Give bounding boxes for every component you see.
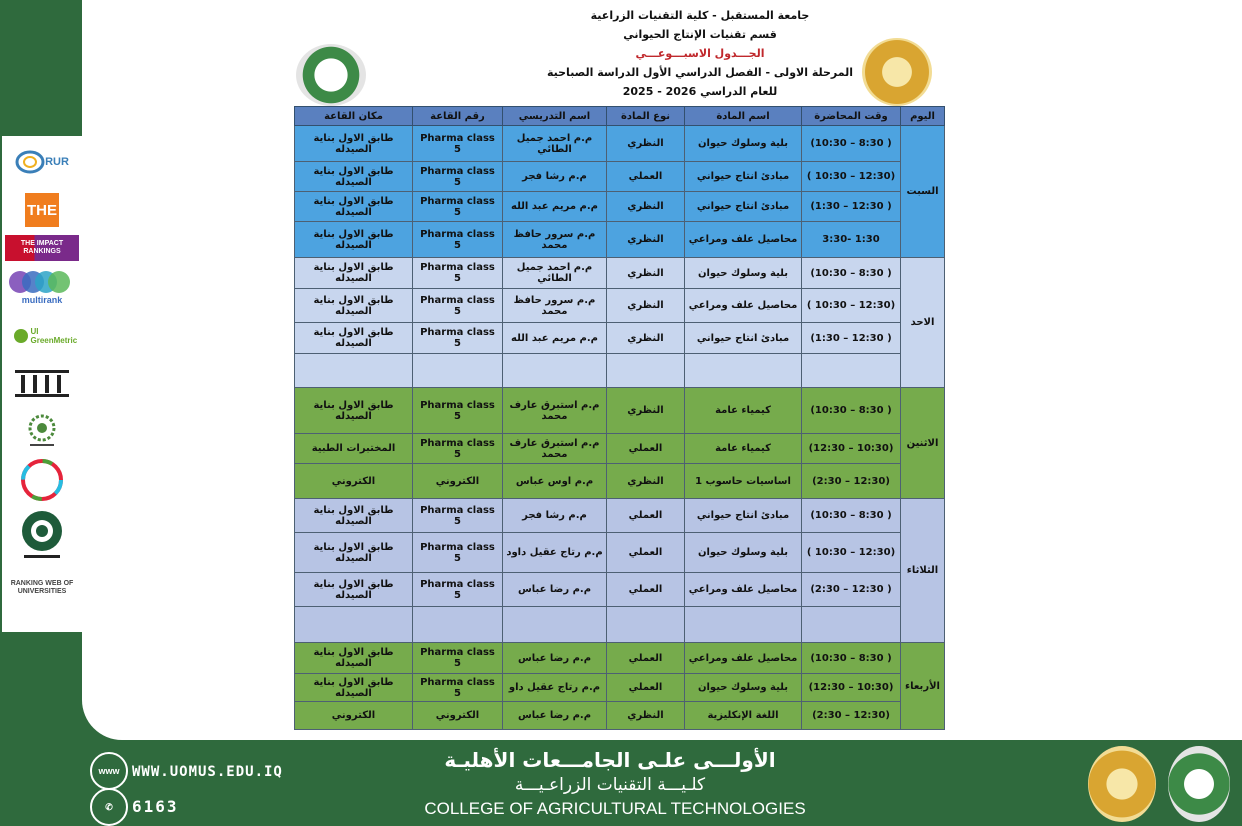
cell-teacher: م.م مريم عبد الله [503, 323, 607, 354]
table-row [295, 573, 945, 607]
table-row [295, 533, 945, 573]
weekly-schedule-title: الجـــدول الاسبـــوعـــي [635, 47, 765, 60]
cell-place: طابق الاول بناية الصيدله [295, 192, 413, 222]
multirank-label: multirank [21, 295, 63, 305]
cell-time: (12:30 – 10:30 ) [802, 162, 901, 192]
column-header-room: رقم القاعة [413, 107, 503, 126]
cell-room: Pharma class 5 [413, 674, 503, 702]
cell-type: العملي [607, 499, 685, 533]
cell-subject: محاصيل علف ومراعي [685, 643, 802, 674]
the-impact-label: THE IMPACT RANKINGS [5, 235, 79, 261]
cell-teacher [503, 607, 607, 643]
webometrics-label: RANKING WEB OF UNIVERSITIES [10, 580, 74, 595]
cell-place [295, 607, 413, 643]
cell-subject: كيمياء عامة [685, 434, 802, 464]
column-header-subject: اسم المادة [685, 107, 802, 126]
cell-type: النظري [607, 126, 685, 162]
column-header-time: وقت المحاضرة [802, 107, 901, 126]
cell-type: النظري [607, 323, 685, 354]
cell-type [607, 354, 685, 388]
cell-room: Pharma class 5 [413, 573, 503, 607]
cell-place: طابق الاول بناية الصيدله [295, 323, 413, 354]
cell-teacher: م.م احمد جميل الطائي [503, 126, 607, 162]
cell-subject: مبادئ انتاج حيواني [685, 162, 802, 192]
column-header-day: اليوم [901, 107, 945, 126]
cell-subject: اللغة الإنكليزية [685, 702, 802, 730]
cell-room: Pharma class 5 [413, 258, 503, 289]
cell-subject: محاصيل علف ومراعي [685, 573, 802, 607]
cell-place [295, 354, 413, 388]
cell-subject: كيمياء عامة [685, 388, 802, 434]
footer-college-arabic: كلـيـــة التقنيات الزراعـيـــة [514, 775, 706, 795]
department-title: قسم تقنيات الإنتاج الحيواني [623, 28, 777, 41]
cell-teacher: م.م رضا عباس [503, 702, 607, 730]
arab-universities-logo-icon[interactable] [5, 404, 79, 456]
day-cell: الاثنين [901, 388, 945, 499]
cell-time: (10:30 – 12:30) [802, 674, 901, 702]
website-link[interactable]: WWW.UOMUS.EDU.IQ [132, 764, 283, 780]
university-college-title: جامعة المستقبل - كلية التقنيات الزراعية [590, 9, 810, 22]
cell-teacher: م.م رتاج عقيل داو [503, 674, 607, 702]
cell-type: النظري [607, 388, 685, 434]
cell-subject: بلية وسلوك حيوان [685, 126, 802, 162]
rur-label: RUR [45, 156, 69, 168]
cell-time: ( 8:30 – 10:30) [802, 499, 901, 533]
schedule-table [294, 106, 945, 730]
cell-room: Pharma class 5 [413, 643, 503, 674]
cell-time: (12:30 – 10:30 ) [802, 533, 901, 573]
table-row [295, 162, 945, 192]
phone-number[interactable]: 6163 [132, 797, 179, 816]
cell-time: ( 12:30 – 1:30) [802, 323, 901, 354]
table-row [295, 464, 945, 499]
rur-logo-icon[interactable] [5, 136, 79, 188]
cell-teacher: م.م استبرق عارف محمد [503, 388, 607, 434]
cell-room: Pharma class 5 [413, 434, 503, 464]
cell-time: 1:30 -3:30 [802, 222, 901, 258]
table-row [295, 702, 945, 730]
cell-subject: بلية وسلوك حيوان [685, 533, 802, 573]
cell-subject [685, 354, 802, 388]
footer-college-english: COLLEGE OF AGRICULTURAL TECHNOLOGIES [424, 799, 806, 818]
cell-time: ( 8:30 – 10:30) [802, 258, 901, 289]
table-row [295, 607, 945, 643]
cell-teacher: م.م استبرق عارف محمد [503, 434, 607, 464]
cell-room [413, 607, 503, 643]
www-icon: www [90, 752, 128, 790]
cell-type: النظري [607, 222, 685, 258]
cell-room: الكتروني [413, 464, 503, 499]
day-cell: الثلاثاء [901, 499, 945, 643]
cell-subject: محاصيل علف ومراعي [685, 289, 802, 323]
cell-time [802, 607, 901, 643]
arab-engineers-logo-icon[interactable] [5, 504, 79, 568]
cell-subject: مبادئ انتاج حيواني [685, 192, 802, 222]
cell-room: Pharma class 5 [413, 533, 503, 573]
sdg-goals-logo-icon[interactable] [5, 456, 79, 504]
cell-room: Pharma class 5 [413, 126, 503, 162]
table-row [295, 674, 945, 702]
cell-place: طابق الاول بناية الصيدله [295, 388, 413, 434]
greenmetric-logo-icon[interactable] [5, 310, 79, 362]
cell-subject: محاصيل علف ومراعي [685, 222, 802, 258]
cell-subject: بلية وسلوك حيوان [685, 674, 802, 702]
cell-teacher: م.م رتاج عقيل داود [503, 533, 607, 573]
cell-type: العملي [607, 162, 685, 192]
cell-room: Pharma class 5 [413, 499, 503, 533]
cell-type: النظري [607, 464, 685, 499]
cell-room [413, 354, 503, 388]
cell-room: Pharma class 5 [413, 323, 503, 354]
institution-columns-icon[interactable] [5, 362, 79, 404]
cell-type: النظري [607, 702, 685, 730]
day-cell: الاحد [901, 258, 945, 388]
cell-type: العملي [607, 434, 685, 464]
cell-place: طابق الاول بناية الصيدله [295, 222, 413, 258]
cell-type: النظري [607, 289, 685, 323]
cell-time: (12:30 – 10:30 ) [802, 289, 901, 323]
cell-teacher: م.م رضا عباس [503, 573, 607, 607]
cell-teacher [503, 354, 607, 388]
cell-place: الكتروني [295, 464, 413, 499]
table-row [295, 258, 945, 289]
cell-place: طابق الاول بناية الصيدله [295, 499, 413, 533]
table-header-row [295, 107, 945, 126]
phone-icon: ✆ [90, 788, 128, 826]
multirank-logo-icon[interactable] [5, 264, 79, 310]
table-row [295, 222, 945, 258]
day-cell: الأربعاء [901, 643, 945, 730]
column-header-type: نوع المادة [607, 107, 685, 126]
cell-place: المختبرات الطبية [295, 434, 413, 464]
footer-bar [0, 740, 1242, 825]
cell-room: Pharma class 5 [413, 192, 503, 222]
greenmetric-label: UI GreenMetric [30, 327, 78, 345]
cell-type: النظري [607, 192, 685, 222]
cell-type: العملي [607, 573, 685, 607]
cell-time: ( 12:30 – 1:30) [802, 192, 901, 222]
cell-subject: بلية وسلوك حيوان [685, 258, 802, 289]
table-row [295, 434, 945, 464]
cell-teacher: م.م مريم عبد الله [503, 192, 607, 222]
cell-teacher: م.م رشا فجر [503, 499, 607, 533]
footer-gold-logo [1088, 746, 1156, 822]
document-header [400, 6, 1000, 101]
cell-time: ( 8:30 – 10:30) [802, 126, 901, 162]
cell-room: Pharma class 5 [413, 289, 503, 323]
academic-year-title: للعام الدراسي 2026 - 2025 [622, 85, 778, 98]
cell-place: طابق الاول بناية الصيدله [295, 533, 413, 573]
footer-slogan: الأولـــى علـى الجامـــعات الأهليـة [444, 748, 776, 772]
footer-green-logo [1168, 746, 1230, 822]
cell-teacher: م.م اوس عباس [503, 464, 607, 499]
table-row [295, 126, 945, 162]
cell-time: ( 8:30 – 10:30) [802, 643, 901, 674]
cell-type: العملي [607, 643, 685, 674]
cell-place: الكتروني [295, 702, 413, 730]
cell-time: ( 8:30 – 10:30) [802, 388, 901, 434]
table-row [295, 323, 945, 354]
cell-type: النظري [607, 258, 685, 289]
cell-time: (12:30 – 2:30) [802, 464, 901, 499]
day-cell: السبت [901, 126, 945, 258]
cell-place: طابق الاول بناية الصيدله [295, 126, 413, 162]
cell-place: طابق الاول بناية الصيدله [295, 258, 413, 289]
column-header-place: مكان القاعة [295, 107, 413, 126]
cell-time: (10:30 – 12:30) [802, 434, 901, 464]
rankings-sidebar [2, 136, 82, 632]
cell-place: طابق الاول بناية الصيدله [295, 162, 413, 192]
cell-teacher: م.م سرور حافظ محمد [503, 222, 607, 258]
cell-subject: مبادئ انتاج حيواني [685, 499, 802, 533]
cell-teacher: م.م احمد جميل الطائي [503, 258, 607, 289]
table-row [295, 192, 945, 222]
the-impact-logo-icon[interactable] [5, 232, 79, 264]
cell-room: Pharma class 5 [413, 222, 503, 258]
column-header-teacher: اسم التدريسي [503, 107, 607, 126]
cell-subject [685, 607, 802, 643]
cell-place: طابق الاول بناية الصيدله [295, 573, 413, 607]
cell-place: طابق الاول بناية الصيدله [295, 643, 413, 674]
cell-type: العملي [607, 533, 685, 573]
table-row [295, 643, 945, 674]
cell-room: Pharma class 5 [413, 162, 503, 192]
cell-time: (12:30 – 2:30) [802, 702, 901, 730]
cell-room: Pharma class 5 [413, 388, 503, 434]
cell-teacher: م.م رضا عباس [503, 643, 607, 674]
table-row [295, 354, 945, 388]
table-row [295, 388, 945, 434]
cell-place: طابق الاول بناية الصيدله [295, 674, 413, 702]
table-row [295, 499, 945, 533]
cell-type: العملي [607, 674, 685, 702]
the-label: THE [25, 193, 59, 227]
stage-semester-title: المرحلة الاولى - الفصل الدراسي الأول الدراسة الصباحية [546, 66, 854, 79]
cell-teacher: م.م سرور حافظ محمد [503, 289, 607, 323]
cell-type [607, 607, 685, 643]
cell-room: الكتروني [413, 702, 503, 730]
cell-place: طابق الاول بناية الصيدله [295, 289, 413, 323]
cell-subject: مبادئ انتاج حيواني [685, 323, 802, 354]
webometrics-logo-icon[interactable] [5, 568, 79, 608]
the-logo-icon[interactable] [5, 188, 79, 232]
cell-teacher: م.م رشا فجر [503, 162, 607, 192]
cell-subject: اساسيات حاسوب 1 [685, 464, 802, 499]
university-green-logo [296, 44, 366, 106]
cell-time: ( 12:30 – 2:30) [802, 573, 901, 607]
table-row [295, 289, 945, 323]
cell-time [802, 354, 901, 388]
